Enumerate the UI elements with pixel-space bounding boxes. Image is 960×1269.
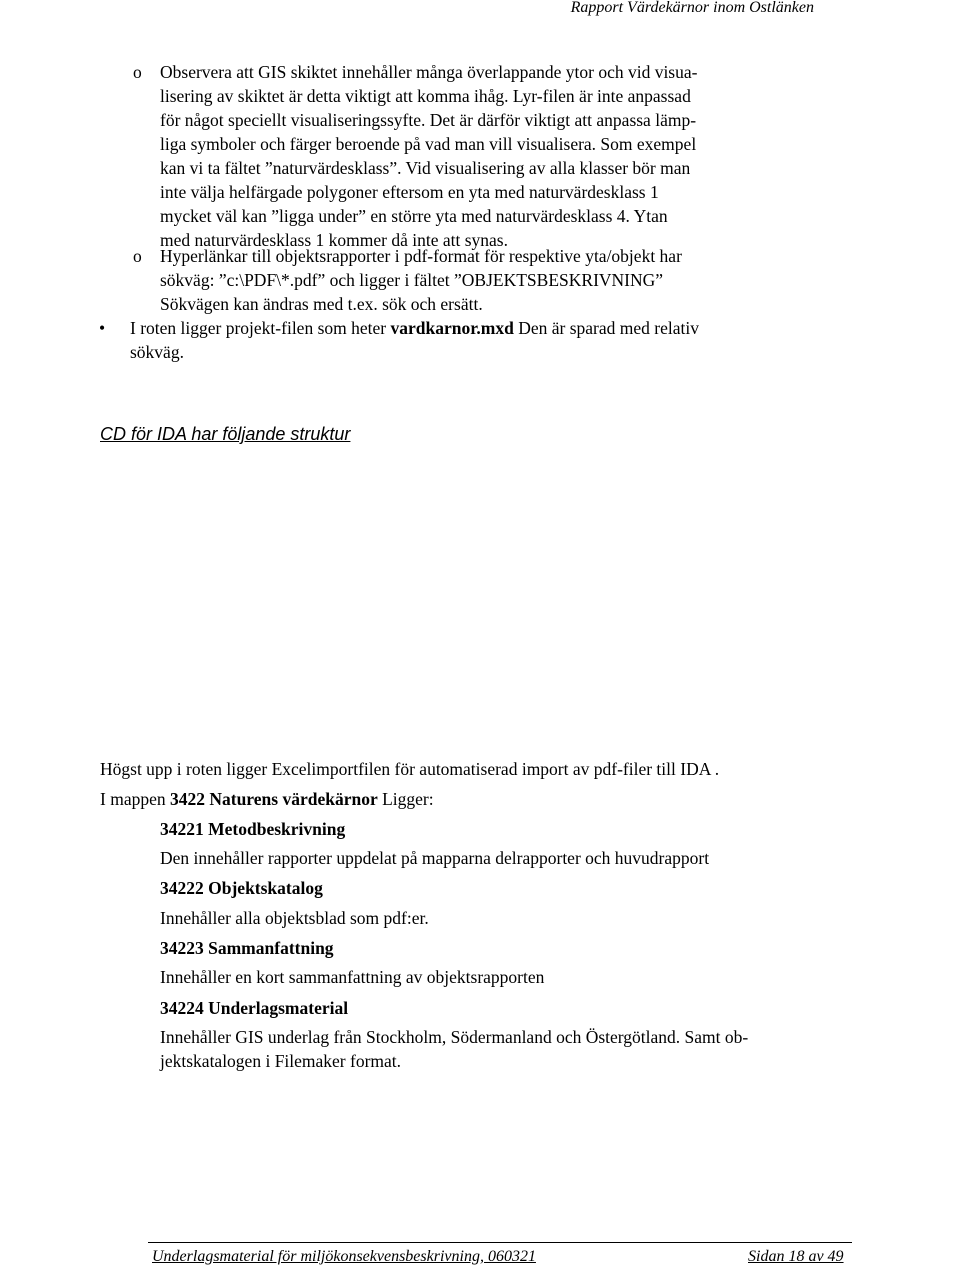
folder-description [160, 1025, 850, 1073]
text-run: I mappen [100, 789, 170, 809]
excel-paragraph: Högst upp i roten ligger Excelimportfilen för automatiserad import av pdf-filer till IDA . [100, 759, 720, 779]
text-line: sökväg: ”c:\PDF\*.pdf” och ligger i fältet ”OBJEKTSBESKRIVNING” [160, 270, 664, 290]
text-line: för något speciellt visualiseringssyfte. Det är därför viktigt att anpassa lämp- [160, 110, 697, 130]
footer-rule [148, 1242, 852, 1243]
folder-title: 34221 Metodbeskrivning [160, 819, 346, 839]
running-header: Rapport Värdekärnor inom Ostlänken [570, 0, 814, 16]
text-line [130, 316, 800, 340]
text-line: jektskatalogen i Filemaker format. [160, 1051, 402, 1071]
bullet-marker: • [99, 318, 106, 338]
text-line: mycket väl kan ”ligga under” en större yta med naturvärdesklass 4. Ytan [160, 206, 668, 226]
folder-intro [100, 787, 860, 811]
text-line: kan vi ta fältet ”naturvärdesklass”. Vid visualisering av alla klasser bör man [160, 158, 691, 178]
page-number: Sidan 18 av 49 [748, 1248, 844, 1265]
text-line: Innehåller GIS underlag från Stockholm, Södermanland och Östergötland. Samt ob- [160, 1027, 749, 1047]
sub-bullet-marker: o [133, 62, 142, 82]
text-line: med naturvärdesklass 1 kommer då inte att synas. [160, 230, 508, 250]
sub-bullet-gis-note [133, 60, 820, 252]
text-line: Hyperlänkar till objektsrapporter i pdf-format för respektive yta/objekt har [160, 246, 682, 266]
sub-bullet-marker: o [133, 246, 142, 266]
text-line: lisering av skiktet är detta viktigt att komma ihåg. Lyr-filen är inte anpassad [160, 86, 691, 106]
text-run: Ligger: [377, 789, 434, 809]
text-line: sökväg. [130, 342, 184, 362]
folder-title: 34224 Underlagsmaterial [160, 998, 349, 1018]
bullet-project-file [99, 316, 800, 364]
folder-description: Innehåller alla objektsblad som pdf:er. [160, 908, 429, 928]
section-heading: CD för IDA har följande struktur [100, 424, 351, 444]
folder-name: 3422 Naturens värdekärnor [169, 789, 378, 809]
folder-description: Den innehåller rapporter uppdelat på mapparna delrapporter och huvudrapport [160, 848, 710, 868]
text-line: Sökvägen kan ändras med t.ex. sök och ersätt. [160, 294, 483, 314]
folder-description: Innehåller en kort sammanfattning av objektsrapporten [160, 967, 545, 987]
footer-document-title: Underlagsmaterial för miljökonsekvensbeskrivning, 060321 [152, 1248, 536, 1265]
text-line: liga symboler och färger beroende på vad man vill visualisera. Som exempel [160, 134, 697, 154]
folder-title: 34223 Sammanfattning [160, 938, 334, 958]
text-run: Den är sparad med relativ [513, 318, 699, 338]
text-line: Observera att GIS skiktet innehåller många överlappande ytor och vid visua- [160, 62, 698, 82]
text-line: inte välja helfärgade polygoner eftersom en yta med naturvärdesklass 1 [160, 182, 659, 202]
project-filename: vardkarnor.mxd [390, 318, 514, 338]
text-run: I roten ligger projekt-filen som heter [130, 318, 391, 338]
folder-title: 34222 Objektskatalog [160, 878, 323, 898]
sub-bullet-hyperlinks [133, 244, 820, 316]
